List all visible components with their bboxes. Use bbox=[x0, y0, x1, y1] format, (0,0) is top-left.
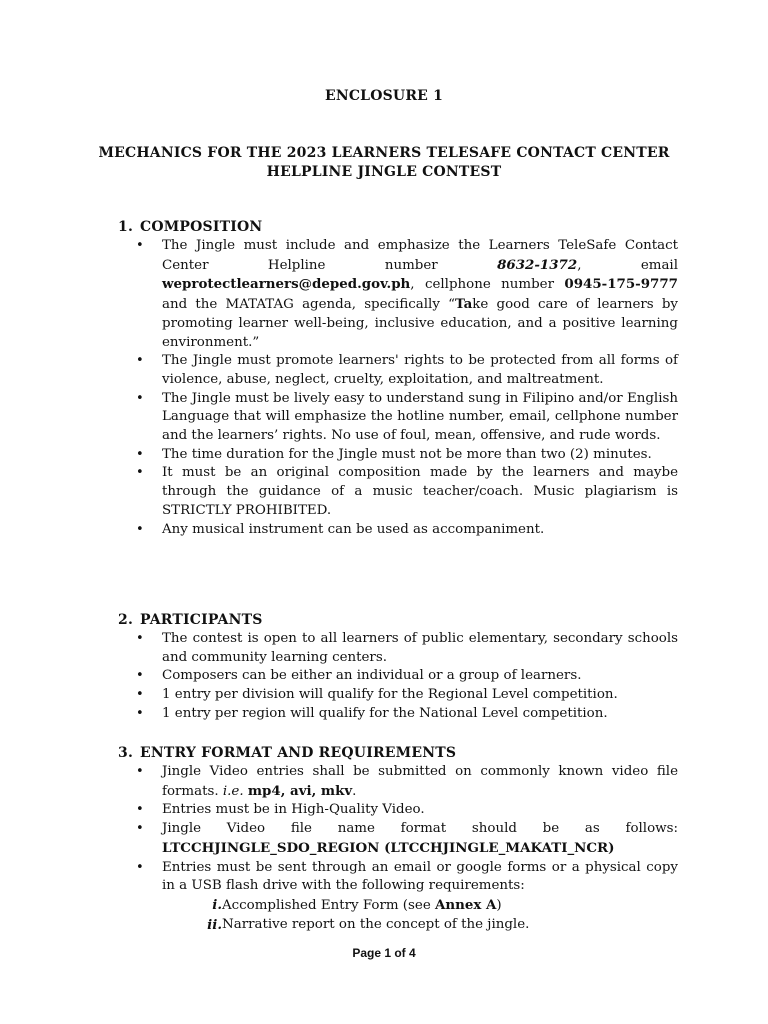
section-heading bbox=[118, 611, 678, 630]
sub-item: i. Accomplished Entry Form (see Annex A) bbox=[212, 896, 502, 913]
title-line-1: MECHANICS FOR THE 2023 LEARNERS TELESAFE CONTACT CENTER bbox=[98, 145, 670, 161]
bullet-list bbox=[118, 763, 678, 896]
section-title: ENTRY FORMAT AND REQUIREMENTS bbox=[140, 745, 457, 761]
list-item: • Any musical instrument can be used as accompaniment. bbox=[118, 521, 678, 540]
section-number: 2. bbox=[118, 612, 134, 628]
file-formats: mp4, avi, mkv bbox=[247, 782, 353, 799]
list-item: • 1 entry per region will qualify for the National Level competition. bbox=[118, 705, 678, 724]
list-item: • Jingle Video entries shall be submitted on commonly known video file formats. i.e. mp4, avi, mkv. bbox=[118, 763, 678, 801]
email-address: weprotectlearners@deped.gov.ph bbox=[162, 276, 411, 293]
page-number: Page 1 of 4 bbox=[352, 946, 416, 960]
section-participants bbox=[118, 611, 678, 724]
section-title: COMPOSITION bbox=[140, 219, 263, 235]
annex-reference: Annex A bbox=[435, 896, 497, 913]
section-number: 3. bbox=[118, 745, 134, 761]
list-item: • The Jingle must include and emphasize the Learners TeleSafe Contact Center Helpline number 8632-1372, email weprotectlearners@deped.gov.ph, cellphone number 0945-175-9777 and the MATATAG agenda, specifically “Take good care of learners by promoting learner well-being, inclusive education, and a positive learning environment.” bbox=[118, 237, 678, 352]
list-item: • The Jingle must be lively easy to understand sung in Filipino and/or English Language that will emphasize the hotline number, email, cellphone number and the learners’ rights. No use of foul, mean, offensive, and rude words. bbox=[118, 390, 678, 446]
list-item: • The Jingle must promote learners' rights to be protected from all forms of violence, abuse, neglect, cruelty, exploitation, and maltreatment. bbox=[118, 352, 678, 389]
list-item: • Entries must be sent through an email or google forms or a physical copy in a USB flash drive with the following requirements: bbox=[118, 859, 678, 896]
filename-format: LTCCHJINGLE_SDO_REGION (LTCCHJINGLE_MAKATI_NCR) bbox=[162, 839, 615, 856]
sub-item: ii. Narrative report on the concept of the jingle. bbox=[207, 916, 530, 933]
roman-numeral: ii. bbox=[207, 916, 222, 933]
list-item: • Jingle Video file name format should be as follows: LTCCHJINGLE_SDO_REGION (LTCCHJINGLE_MAKATI_NCR) bbox=[118, 820, 678, 858]
list-item: • It must be an original composition made by the learners and maybe through the guidance of a music teacher/coach. Music plagiarism is STRICTLY PROHIBITED. bbox=[118, 464, 678, 520]
bullet-list bbox=[118, 237, 678, 539]
list-item: • Composers can be either an individual or a group of learners. bbox=[118, 667, 678, 686]
list-item: • The time duration for the Jingle must not be more than two (2) minutes. bbox=[118, 446, 678, 465]
list-item: • 1 entry per division will qualify for the Regional Level competition. bbox=[118, 686, 678, 705]
section-composition bbox=[118, 218, 678, 539]
document-title bbox=[60, 144, 708, 182]
bullet-list bbox=[118, 630, 678, 724]
roman-numeral: i. bbox=[212, 896, 222, 913]
helpline-number: 8632-1372 bbox=[497, 256, 578, 273]
section-heading bbox=[118, 218, 678, 237]
section-title: PARTICIPANTS bbox=[140, 612, 263, 628]
title-line-2: HELPLINE JINGLE CONTEST bbox=[266, 164, 502, 180]
enclosure-label: ENCLOSURE 1 bbox=[324, 88, 444, 104]
list-item: • Entries must be in High-Quality Video. bbox=[118, 801, 678, 820]
cellphone-number: 0945-175-9777 bbox=[564, 276, 678, 293]
section-heading bbox=[118, 744, 678, 763]
section-entry-format bbox=[118, 744, 678, 934]
list-item: • The contest is open to all learners of public elementary, secondary schools and community learning centers. bbox=[118, 630, 678, 667]
section-number: 1. bbox=[118, 219, 134, 235]
